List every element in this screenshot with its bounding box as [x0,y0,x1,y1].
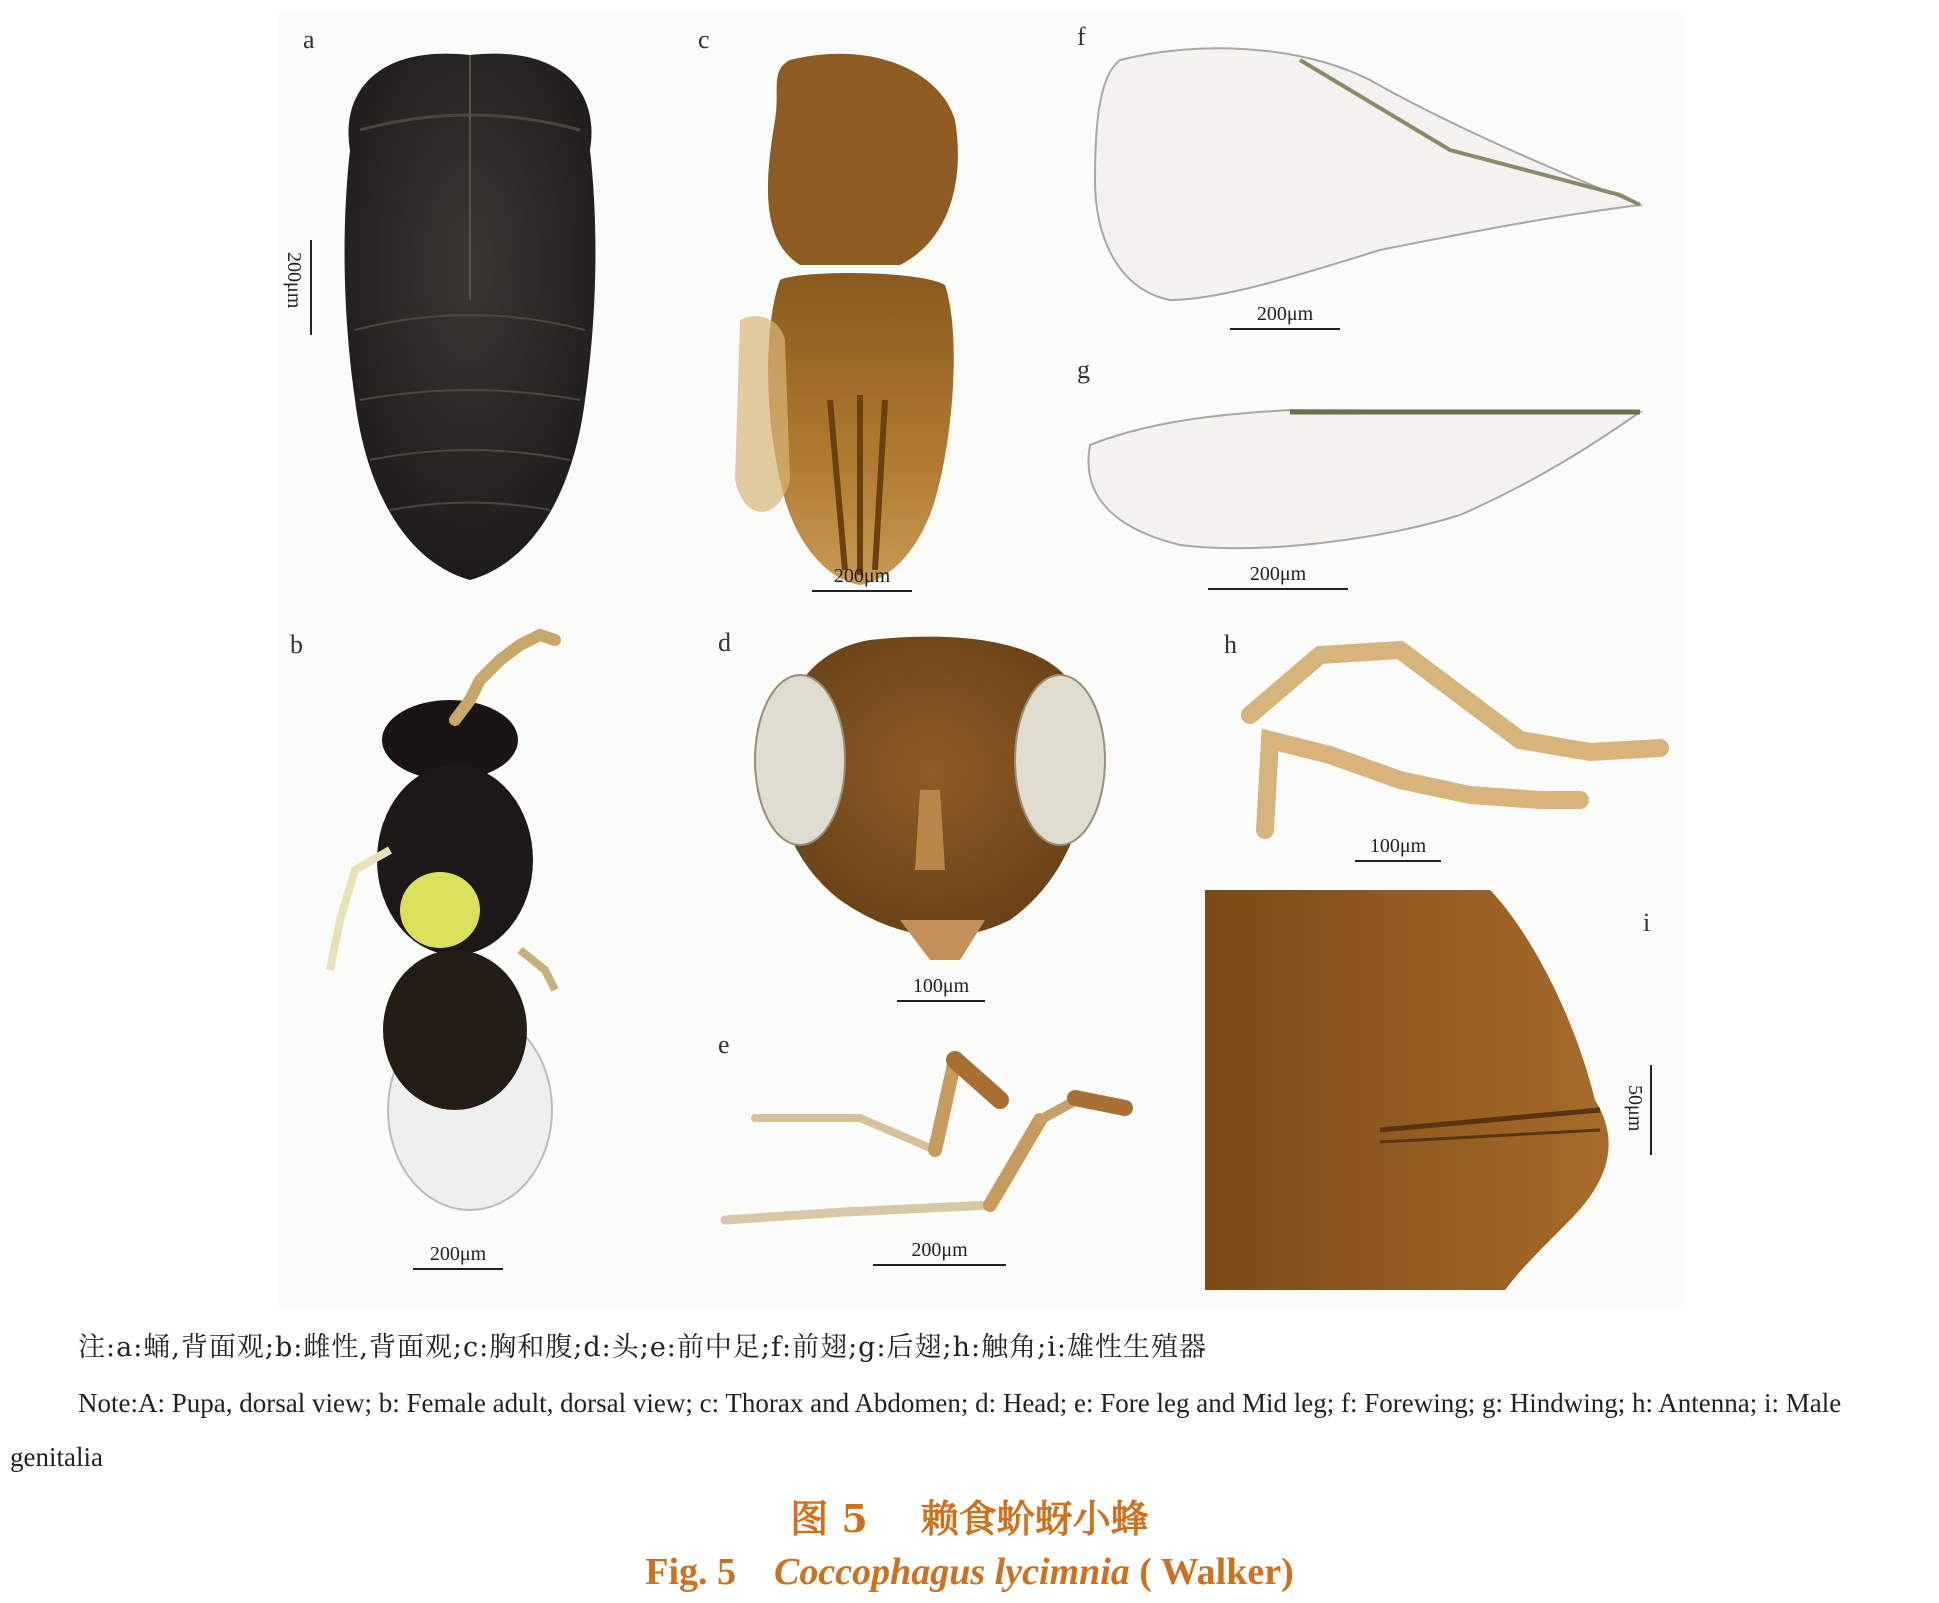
scale-label-i: 50μm [1624,1085,1646,1132]
panel-label-g: g [1077,355,1090,384]
panel-label-e: e [718,1030,730,1059]
scale-label-a: 200μm [283,252,305,309]
scale-bar-i [1650,1065,1652,1155]
figure-author: ( Walker) [1139,1551,1294,1593]
panel-label-a: a [303,25,315,54]
panel-label-b: b [290,630,303,659]
figure-caption-chinese [0,1488,1939,1543]
panel-label-i: i [1643,908,1651,937]
scale-label-b: 200μm [429,1243,487,1265]
scale-label-f: 200μm [1256,303,1314,325]
antennae-image [1250,650,1660,830]
figure-number-en: Fig. 5 [645,1551,737,1593]
scale-bar-d [897,972,985,1002]
scale-bar-b [413,1240,503,1270]
scale-label-g: 200μm [1249,563,1307,585]
legs-image [725,1060,1125,1220]
female-adult-image [330,635,555,1210]
panel-label-c: c [698,25,710,54]
scale-bar-e [873,1236,1006,1266]
pupa-image [345,54,596,580]
scale-bar-f [1230,300,1340,330]
panel-label-h: h [1224,630,1237,659]
scale-bar-h [1355,832,1441,862]
scale-bar-g [1208,560,1348,590]
panel-label-f: f [1077,22,1086,51]
figure-species-name: Coccophagus lycimnia [774,1551,1130,1593]
scale-bar-c [812,562,912,592]
scale-label-c: 200μm [833,565,891,587]
scale-bar-a [310,240,312,335]
scale-label-e: 200μm [911,1239,968,1261]
head-image [755,637,1105,960]
figure-caption-english [0,1550,1939,1594]
male-genitalia-image [1205,890,1609,1290]
forewing-image [1095,48,1640,300]
note-chinese: 注:a:蛹,背面观;b:雌性,背面观;c:胸和腹;d:头;e:前中足;f:前翅;g:后翅;h:触角;i:雄性生殖器 [78,1332,1207,1363]
scale-label-d: 100μm [912,975,970,997]
panel-label-d: d [718,628,731,657]
figure-title-cn: 赖食蚧蚜小蜂 [920,1496,1149,1541]
note-english: Note:A: Pupa, dorsal view; b: Female adult, dorsal view; c: Thorax and Abdomen; d: Head; e: Fore leg and Mid leg; f: Forewing; g: Hindwing; h: Antenna; i: Male genitalia [10,1388,1842,1472]
scale-label-h: 100μm [1369,835,1427,857]
hindwing-image [1088,410,1640,548]
thorax-abdomen-image [735,54,958,585]
figure-number-cn: 图 5 [790,1496,868,1541]
